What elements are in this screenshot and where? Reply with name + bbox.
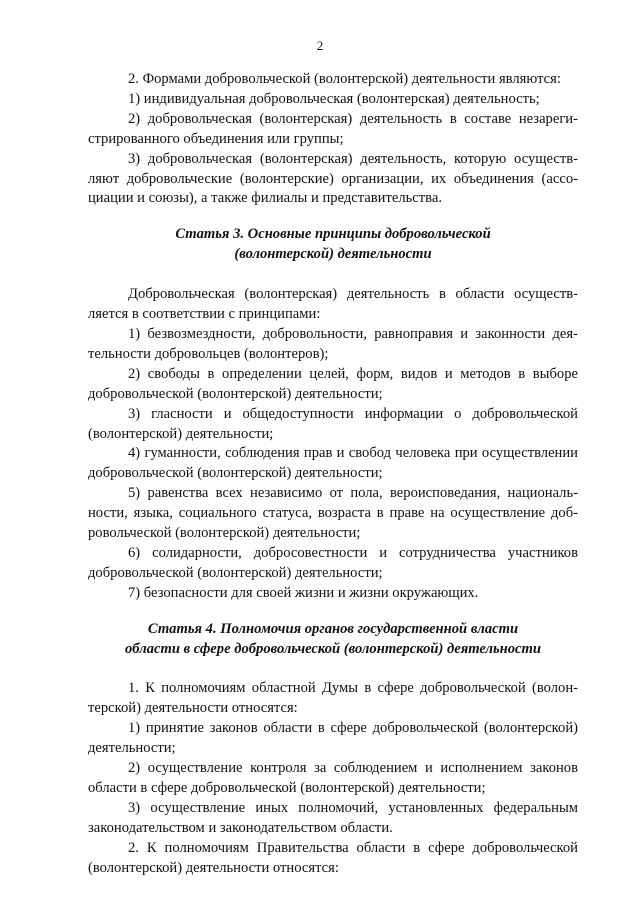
page-number: 2 bbox=[316, 38, 324, 53]
list-item: 2) свободы в определении целей, форм, видов и методов в выборе добровольческой (волонтерской) деятельности; bbox=[88, 365, 578, 402]
paragraph: 2. К полномочиям Правительства области в сфере добровольческой (волонтерской) деятельности относятся: bbox=[88, 839, 578, 876]
list-item: 3) добровольческая (волонтерская) деятельность, которую осуществляют добровольческие (волонтерские) организации, их объединения (ассоциации и союзы), а также филиалы и представительства. bbox=[88, 150, 578, 207]
heading-line: (волонтерской) деятельности bbox=[234, 246, 432, 263]
list-item: 1) принятие законов области в сфере добровольческой (волонтерской) деятельности; bbox=[88, 720, 578, 757]
paragraph: 1. К полномочиям областной Думы в сфере добровольческой (волонтерской) деятельности относятся: bbox=[88, 680, 578, 717]
list-item: 5) равенства всех независимо от пола, вероисповедания, национальности, языка, социального статуса, возраста в праве на осуществление добровольческой (волонтерской) деятельности; bbox=[88, 485, 578, 542]
heading-line: Статья 4. Полномочия органов государственной власти bbox=[147, 620, 519, 637]
list-item: 3) гласности и общедоступности информации о добровольческой (волонтерской) деятельности; bbox=[88, 405, 578, 442]
heading-line: области в сфере добровольческой (волонтерской) деятельности bbox=[124, 640, 542, 657]
article-3-heading bbox=[88, 225, 578, 265]
paragraph: Добровольческая (волонтерская) деятельность в области осуществляется в соответствии с принципами: bbox=[88, 286, 578, 323]
list-item: 7) безопасности для своей жизни и жизни окружающих. bbox=[128, 584, 479, 601]
heading-line: Статья 3. Основные принципы добровольческой bbox=[175, 226, 491, 243]
document-body bbox=[88, 70, 578, 879]
list-item: 2) добровольческая (волонтерская) деятельность в составе незарегистрированного объединения или группы; bbox=[88, 110, 578, 147]
paragraph: 2. Формами добровольческой (волонтерской) деятельности являются: bbox=[128, 71, 561, 87]
article-4-heading bbox=[88, 620, 578, 660]
list-item: 6) солидарности, добросовестности и сотрудничества участников добровольческой (волонтерской) деятельности; bbox=[88, 544, 578, 581]
list-item: 4) гуманности, соблюдения прав и свобод человека при осуществлении добровольческой (волонтерской) деятельности; bbox=[88, 445, 578, 482]
list-item: 1) индивидуальная добровольческая (волонтерская) деятельность; bbox=[128, 90, 540, 107]
list-item: 2) осуществление контроля за соблюдением и исполнением законов области в сфере добровольческой (волонтерской) деятельности; bbox=[88, 760, 578, 796]
list-item: 3) осуществление иных полномочий, установленных федеральным законодательством и законодательством области. bbox=[88, 799, 578, 836]
list-item: 1) безвозмездности, добровольности, равноправия и законности деятельности добровольцев (волонтеров); bbox=[88, 325, 578, 362]
